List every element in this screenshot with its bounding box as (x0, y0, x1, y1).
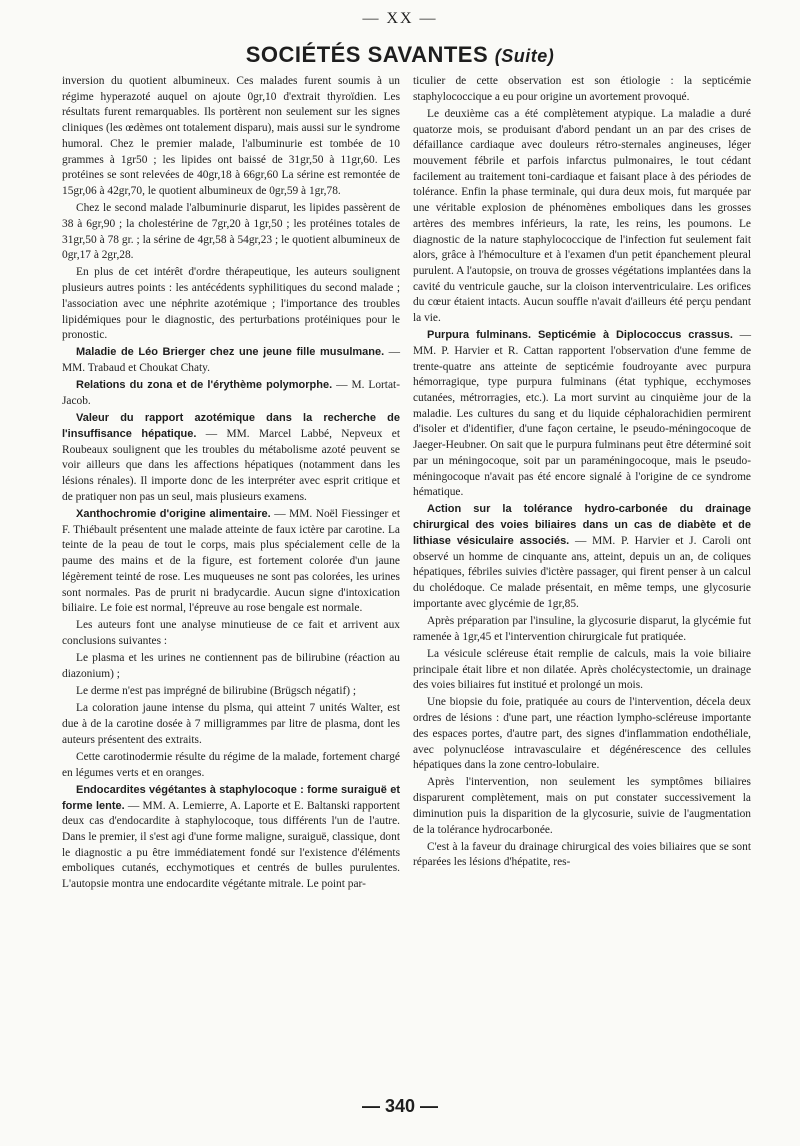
paragraph-text: Après l'intervention, non seulement les symptômes biliaires disparurent complètement, mais on put constater successivement la diminution puis la disparition de la glycosurie, suivie de l'augmentation de la tolérance hydrocarbonée. (413, 776, 751, 836)
paragraph (62, 750, 400, 781)
paragraph-text: ticulier de cette observation est son étiologie : la septicémie staphylococcique a eu pour origine un avortement provoqué. (413, 75, 751, 103)
paragraph (413, 614, 751, 645)
section-title-text: SOCIÉTÉS SAVANTES (245, 42, 489, 67)
paragraph-heading: Valeur du rapport azotémique dans la recherche de l'insuffisance hépatique. (62, 412, 400, 440)
paragraph-text: inversion du quotient albumineux. Ces malades furent soumis à un régime hyperazoté auquel on ajoute 0gr,10 d'extrait thyroïdien. Les résultats furent remarquables. Ils portèrent non seulement sur les signes cliniques (les œdèmes ont totalement disparu), mais aussi sur le syndrome humoral. Chez le premier malade, l'albuminurie est tombée de 10 grammes à 1gr50 ; les lipides ont baissé de 31gr,50 à 11gr,60. Les protéines se sont relevées de 40gr,18 à 66gr,60 La sérine est remontée de 15gr,06 à 42gr,70, le quotient albumineux de 0gr,59 à 1gr,78. (62, 75, 400, 197)
page-roman-numeral: — XX — (362, 10, 438, 27)
paragraph-text: Le deuxième cas a été complètement atypique. La maladie a duré quatorze mois, se produisant d'abord pendant un an par des crises de défaillance cardiaque avec douleurs rétro-sternales angineuses, léger mouvement fébrile et parfois infarctus pulmonaires, le tout cédant facilement au traitement toni-cardiaque et faisant place à des périodes de tolérance. Enfin la phase terminale, qui dura deux mois, fut marquée par une véritable explosion de phénomènes emboliques dans les grosses artères des membres inférieurs, la rate, les reins, les poumons. Le diagnostic de la nature staphylococcique de l'infection fut seulement fait alors, grâce à l'hémoculture et à l'examen d'un petit épanchement pleural purulent. A l'autopsie, on trouva de grosses végétations implantées dans la cavité du ventricule gauche, sur la cloison interventriculaire. Les orifices du cœur étaient intacts. Aucun souffle n'avait d'ailleurs été perçu pendant la vie. (413, 107, 751, 325)
paragraph-heading: Relations du zona et de l'érythème polymorphe. (76, 379, 333, 392)
paragraph (413, 328, 751, 501)
paragraph-heading: Action sur la tolérance hydro-carbonée du drainage chirurgical des voies biliaires dans un cas de diabète et de lithiase vésiculaire associés. (413, 503, 751, 547)
paragraph (62, 411, 400, 505)
paragraph-heading: Maladie de Léo Brierger chez une jeune fille musulmane. (76, 346, 385, 359)
paragraph (62, 701, 400, 748)
right-column (413, 74, 751, 873)
paragraph (413, 502, 751, 612)
paragraph (62, 378, 400, 409)
section-title (0, 42, 800, 68)
paragraph (62, 345, 400, 376)
left-column (62, 74, 400, 894)
paragraph (413, 775, 751, 838)
paragraph-text: Les auteurs font une analyse minutieuse de ce fait et arrivent aux conclusions suivantes : (62, 619, 400, 648)
paragraph-text: Cette carotinodermie résulte du régime de la malade, fortement chargé en légumes verts et en oranges. (62, 751, 400, 779)
paragraph (62, 201, 400, 264)
paragraph-text: Après préparation par l'insuline, la glycosurie disparut, la glycémie fut ramenée à 1gr,45 et l'intervention chirurgicale fut pratiquée. (413, 614, 751, 643)
paragraph (413, 695, 751, 774)
paragraph-heading: Xanthochromie d'origine alimentaire. (76, 507, 271, 520)
paragraph-text: — MM. P. Harvier et R. Cattan rapportent l'observation d'une femme de trente-quatre ans atteinte de septicémie foudroyante avec purpura hémorragique, type purpura fulminans (état typhique, ecchymoses cutanées, métrorragies, etc.). La mort survint au cinquième jour de la maladie. Les cultures du sang et du liquide céphalorachidien permirent d'isoler et d'identifier, d'une façon certaine, le pseudo-méningocoque de Jaeger-Heubner. On sait que le purpura fulminans peut être déterminé soit par un méningocoque, soit par un paraméningocoque, mais le pseudo-méningocoque n'avait pas été encore signalé à l'origine de ce syndrome hématique. (413, 329, 751, 499)
section-title-suite: (Suite) (494, 46, 555, 66)
paragraph-text: En plus de cet intérêt d'ordre thérapeutique, les auteurs soulignent plusieurs autres points : les antécédents syphilitiques du second malade ; l'association avec une néphrite azotémique ; l'importance des troubles lipidémiques pour le diagnostic, des perturbations protéiniques pour le pronostic. (62, 266, 400, 342)
paragraph-text: — MM. Trabaud et Choukat Chaty. (62, 346, 400, 375)
paragraph (413, 647, 751, 694)
paragraph (413, 74, 751, 105)
paragraph-text: La vésicule scléreuse était remplie de calculs, mais la voie biliaire principale était libre et non dilatée. Après cholécystectomie, un drainage des voies biliaires fut institué et prolongé un mois. (413, 647, 751, 692)
paragraph (62, 507, 400, 617)
paragraph-text: — MM. Marcel Labbé, Nepveux et Roubeaux soulignent que les troubles du métabolisme azoté peuvent se voir ailleurs que dans les affections hépatiques (notamment dans les lésions rénales). Il importe donc de les interpréter avec esprit critique et de pratiquer non pas un seul, mais plusieurs examens. (62, 427, 400, 503)
paragraph (413, 107, 751, 327)
paragraph-text: C'est à la faveur du drainage chirurgical des voies biliaires que se sont réparées les lésions d'hépatite, res- (413, 840, 751, 869)
paragraph-text: — MM. A. Lemierre, A. Laporte et E. Baltanski rapportent deux cas d'endocardite à staphylocoque, tous différents l'un de l'autre. Dans le premier, il s'est agi d'une forme maligne, suraiguë, classique, dont le diagnostic a pu être immédiatement fondé sur l'existence d'éléments emboliques cutanés, ecchymotiques et centrés de bulles purulentes. L'autopsie montra une endocardite végétante mitrale. Le point par- (62, 799, 400, 891)
paragraph (62, 74, 400, 200)
paragraph-text: — MM. Noël Fiessinger et F. Thiébault présentent une malade atteinte de faux ictère par carotine. La teinte de la peau de tout le corps, mais plus spécialement celle de la paume des mains et de la figure, est fortement colorée d'un jaune légèrement teinté de rose. Les muqueuses ne sont pas colorées, les urines sont normales. Pas de prurit ni bradycardie. Aucun signe d'intoxication biliaire. Le foie est normal, l'épreuve au rose bengale est normale. (62, 507, 401, 615)
paragraph-text: Chez le second malade l'albuminurie disparut, les lipides passèrent de 38 à 6gr,90 ; la cholestérine de 7gr,20 à 1gr,50 ; les protéines totales de 31gr,50 à 78 gr. ; la sérine de 4gr,58 à 54gr,23 ; le quotient albumineux de 0gr,17 à 2gr,28. (62, 202, 400, 262)
paragraph-text: — M. Lortat-Jacob. (62, 379, 400, 408)
paragraph (62, 265, 400, 344)
paragraph (62, 684, 400, 700)
paragraph (62, 618, 400, 649)
paragraph-heading: Purpura fulminans. Septicémie à Diplococcus crassus. (427, 329, 733, 342)
paragraph-text: — MM. P. Harvier et J. Caroli ont observé un homme de cinquante ans, atteint, depuis un an, de coliques hépatiques, fébriles suivies d'ictère passager, qui firent penser à un calcul du cholédoque. Ce malade présentait, en même temps, une glycosurie importante avec glycémie de 1gr,85. (413, 534, 751, 610)
paragraph-text: La coloration jaune intense du plsma, qui atteint 7 unités Walter, est due à de la carotine dosée à 7 milligrammes par litre de plasma, dont les auteurs présentent des extraits. (62, 702, 400, 746)
page-number: — 340 — (361, 1096, 439, 1116)
paragraph-heading: Endocardites végétantes à staphylocoque : forme suraiguë et forme lente. (62, 783, 400, 812)
paragraph-text: Le plasma et les urines ne contiennent pas de bilirubine (réaction au diazonium) ; (62, 652, 400, 681)
paragraph-text: Le derme n'est pas imprégné de bilirubine (Brügsch négatif) ; (76, 685, 357, 698)
paragraph (62, 783, 400, 893)
paragraph (62, 651, 400, 682)
paragraph-text: Une biopsie du foie, pratiquée au cours de l'intervention, décela deux ordres de lésions : d'une part, une réaction lympho-scléreuse importante des espaces portes, d'autre part, des signes d'inflammation endothéliale, avec polynucléose intravasculaire et dégénérescence des cellules hépatiques dans la zone centro-lobulaire. (413, 696, 751, 772)
paragraph (413, 840, 751, 871)
